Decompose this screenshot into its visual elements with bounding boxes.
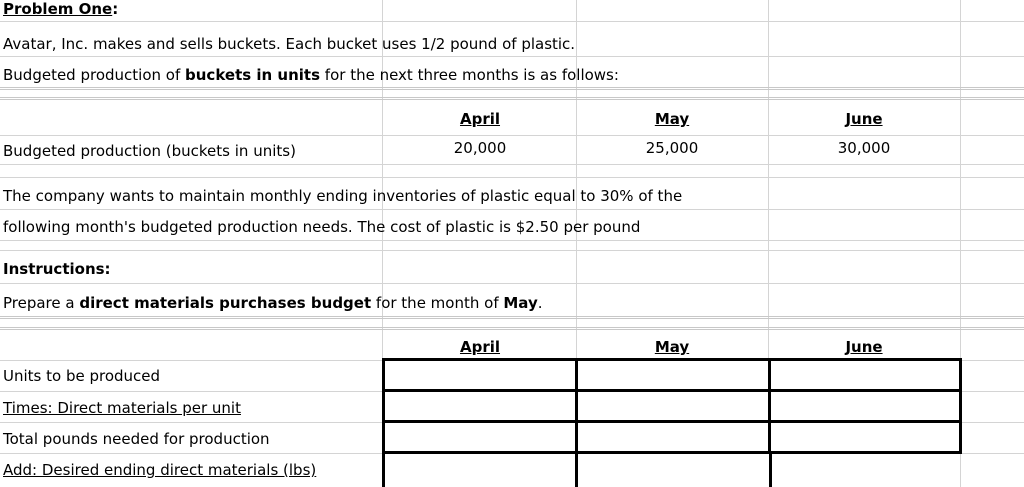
gridline	[0, 327, 1024, 330]
gridline	[0, 97, 1024, 100]
instruction-post: .	[537, 294, 543, 312]
answer-cell-dm-per-unit-june[interactable]	[768, 389, 962, 423]
instruction-mid: for the month of	[371, 294, 504, 312]
budget-production-label: Budgeted production (buckets in units)	[3, 142, 296, 160]
answer-cell-units-may[interactable]	[575, 358, 772, 392]
intro-line-2	[3, 66, 619, 84]
budget-value-june: 30,000	[837, 139, 891, 157]
gridline	[0, 209, 1024, 210]
gridline	[0, 250, 1024, 251]
answer-cell-ending-materials-may[interactable]	[575, 451, 772, 487]
gridline	[0, 164, 1024, 165]
inventory-note-line-1: The company wants to maintain monthly ending inventories of plastic equal to 30% of the	[3, 187, 683, 205]
gridline	[0, 87, 1024, 90]
desired-ending-materials-label: Add: Desired ending direct materials (lbs)	[3, 461, 317, 479]
problem-title-colon: :	[112, 0, 119, 18]
units-to-be-produced-label: Units to be produced	[3, 367, 161, 385]
gridline	[0, 56, 1024, 57]
answer-header-april: April	[459, 338, 501, 356]
inventory-note-line-2: following month's budgeted production needs. The cost of plastic is $2.50 per pound	[3, 218, 641, 236]
instruction-text	[3, 294, 543, 312]
intro-line-2-post: for the next three months is as follows:	[320, 66, 619, 84]
answer-header-may: May	[654, 338, 690, 356]
answer-cell-units-june[interactable]	[768, 358, 962, 392]
budget-value-april: 20,000	[453, 139, 507, 157]
instruction-bold: direct materials purchases budget	[79, 294, 372, 312]
answer-cell-total-pounds-june[interactable]	[768, 420, 962, 454]
instruction-pre: Prepare a	[3, 294, 80, 312]
materials-per-unit-label: Times: Direct materials per unit	[3, 399, 241, 417]
gridline	[0, 316, 1024, 319]
instruction-bold-may: May	[503, 294, 538, 312]
intro-line-2-bold: buckets in units	[185, 66, 321, 84]
answer-cell-ending-materials-april[interactable]	[382, 451, 579, 487]
answer-cell-dm-per-unit-may[interactable]	[575, 389, 772, 423]
problem-title-label: Problem One	[3, 0, 113, 18]
month-header-april: April	[459, 110, 501, 128]
budget-value-may: 25,000	[645, 139, 699, 157]
intro-line-1: Avatar, Inc. makes and sells buckets. Each bucket uses 1/2 pound of plastic.	[3, 35, 576, 53]
gridline	[0, 135, 1024, 136]
answer-header-june: June	[845, 338, 883, 356]
instructions-heading: Instructions:	[3, 260, 111, 278]
answer-cell-total-pounds-april[interactable]	[382, 420, 579, 454]
total-pounds-needed-label: Total pounds needed for production	[3, 430, 270, 448]
gridline	[0, 177, 1024, 178]
intro-line-2-pre: Budgeted production of	[3, 66, 186, 84]
answer-cell-total-pounds-may[interactable]	[575, 420, 772, 454]
gridline	[0, 240, 1024, 241]
answer-cell-dm-per-unit-april[interactable]	[382, 389, 579, 423]
gridline	[0, 283, 1024, 284]
month-header-may: May	[654, 110, 690, 128]
month-header-june: June	[845, 110, 883, 128]
gridline	[0, 21, 1024, 22]
problem-title	[3, 0, 118, 18]
answer-cell-units-april[interactable]	[382, 358, 579, 392]
